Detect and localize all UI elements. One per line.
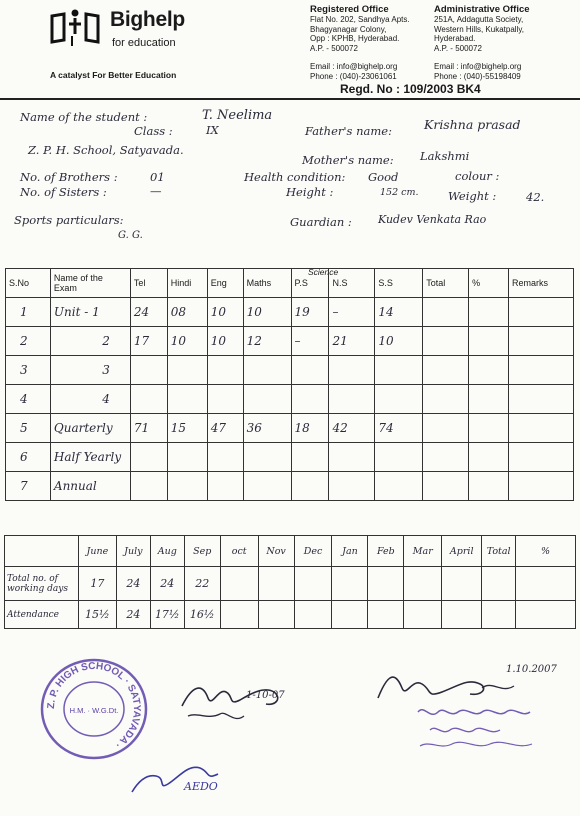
mother-name-label: Mother's name: <box>302 153 394 167</box>
month-header: April <box>442 536 482 567</box>
col-header-maths: Maths <box>243 269 291 298</box>
address-line: Bhagyanagar Colony, <box>310 24 387 34</box>
attendance-cell <box>442 567 482 601</box>
colour-label: colour : <box>455 169 500 183</box>
administrative-office <box>434 4 530 82</box>
serial-number-cell: 1 <box>6 298 51 327</box>
attendance-row <box>5 601 576 629</box>
attendance-row-label: Attendance <box>5 601 79 629</box>
signature-middle <box>178 672 308 738</box>
month-header: July <box>116 536 150 567</box>
mark-cell <box>423 443 469 472</box>
mark-cell: 12 <box>243 327 291 356</box>
marks-row <box>6 298 574 327</box>
mark-cell <box>130 385 167 414</box>
school-name: Z. P. H. School, Satyavada. <box>28 143 184 157</box>
month-header: Feb <box>368 536 404 567</box>
col-header-ns: N.S <box>329 269 375 298</box>
col-header-eng: Eng <box>207 269 243 298</box>
mark-cell <box>291 472 329 501</box>
month-header: oct <box>220 536 258 567</box>
attendance-cell: 16½ <box>184 601 220 629</box>
col-header-exam: Name of the Exam <box>50 269 130 298</box>
school-seal-stamp <box>38 656 150 762</box>
registered-office-title: Registered Office <box>310 4 389 15</box>
weight-value: 42. <box>526 190 545 204</box>
mark-cell <box>469 385 509 414</box>
mark-cell <box>423 385 469 414</box>
office-phone: Phone : (040)-55198409 <box>434 71 521 81</box>
mark-cell: 18 <box>291 414 329 443</box>
health-value: Good <box>368 170 399 184</box>
attendance-cell: 24 <box>150 567 184 601</box>
guardian-label: Guardian : <box>290 215 352 229</box>
mark-cell <box>207 356 243 385</box>
signature-bottom <box>128 756 228 800</box>
signature-middle-date: 1-10-07 <box>246 690 285 701</box>
attendance-cell <box>368 601 404 629</box>
marks-row <box>6 327 574 356</box>
col-header-hindi: Hindi <box>167 269 207 298</box>
administrative-office-title: Administrative Office <box>434 4 530 15</box>
mark-cell <box>167 356 207 385</box>
mark-cell <box>375 472 423 501</box>
attendance-cell: 24 <box>116 567 150 601</box>
mark-cell: 10 <box>167 327 207 356</box>
month-header: Jan <box>332 536 368 567</box>
mark-cell <box>469 298 509 327</box>
mark-cell: 15 <box>167 414 207 443</box>
height-value: 152 cm. <box>380 187 419 198</box>
month-header: Dec <box>294 536 332 567</box>
sports-label: Sports particulars: <box>14 213 124 227</box>
exam-name-cell: 2 <box>50 327 130 356</box>
mark-cell <box>130 356 167 385</box>
mark-cell: – <box>329 298 375 327</box>
serial-number-cell: 5 <box>6 414 51 443</box>
attendance-table <box>4 535 576 629</box>
marks-header-row <box>6 269 574 298</box>
col-header-ss: S.S <box>375 269 423 298</box>
attendance-cell <box>516 567 576 601</box>
mark-cell <box>423 414 469 443</box>
attendance-cell <box>404 567 442 601</box>
month-header: Nov <box>258 536 294 567</box>
month-header: Total <box>482 536 516 567</box>
attendance-cell: 22 <box>184 567 220 601</box>
mark-cell <box>291 385 329 414</box>
mark-cell <box>509 385 574 414</box>
mark-cell: 36 <box>243 414 291 443</box>
mark-cell <box>291 443 329 472</box>
attendance-cell <box>368 567 404 601</box>
mark-cell <box>469 443 509 472</box>
mark-cell <box>243 356 291 385</box>
mark-cell <box>423 356 469 385</box>
office-phone: Phone : (040)-23061061 <box>310 71 397 81</box>
mark-cell <box>509 443 574 472</box>
registration-number: Regd. No : 109/2003 BK4 <box>340 82 481 96</box>
mark-cell <box>243 385 291 414</box>
attendance-cell <box>442 601 482 629</box>
mark-cell <box>207 385 243 414</box>
sisters-value: — <box>150 184 162 198</box>
mark-cell <box>469 327 509 356</box>
month-header: June <box>78 536 116 567</box>
mark-cell: – <box>291 327 329 356</box>
brand-name: Bighelp <box>110 8 185 31</box>
attendance-cell <box>294 601 332 629</box>
attendance-cell <box>220 567 258 601</box>
office-email: Email : info@bighelp.org <box>310 62 398 72</box>
mark-cell: 47 <box>207 414 243 443</box>
father-name-value: Krishna prasad <box>424 117 521 132</box>
address-line: Flat No. 202, Sandhya Apts. <box>310 15 410 24</box>
aedo-label: AEDO <box>184 780 218 793</box>
mark-cell <box>243 472 291 501</box>
serial-number-cell: 4 <box>6 385 51 414</box>
col-header-sno: S.No <box>6 269 51 298</box>
address-line: Western Hills, Kukatpally, <box>434 24 524 34</box>
mark-cell <box>167 385 207 414</box>
attendance-cell <box>258 567 294 601</box>
mark-cell <box>130 443 167 472</box>
serial-number-cell: 7 <box>6 472 51 501</box>
mark-cell: 10 <box>375 327 423 356</box>
registered-office <box>310 4 410 82</box>
mark-cell: 10 <box>207 327 243 356</box>
attendance-cell <box>294 567 332 601</box>
tagline: A catalyst For Better Education <box>50 70 177 80</box>
address-line: A.P. - 500072 <box>434 43 482 53</box>
mark-cell: 71 <box>130 414 167 443</box>
signature-right-date: 1.10.2007 <box>506 664 557 675</box>
attendance-cell: 17 <box>78 567 116 601</box>
guardian-value: Kudev Venkata Rao <box>378 213 487 226</box>
mark-cell <box>375 356 423 385</box>
mark-cell <box>509 472 574 501</box>
mark-cell <box>509 298 574 327</box>
mark-cell <box>423 298 469 327</box>
mark-cell <box>469 356 509 385</box>
mark-cell <box>207 472 243 501</box>
sisters-label: No. of Sisters : <box>20 185 107 199</box>
serial-number-cell: 2 <box>6 327 51 356</box>
address-line: Opp : KPHB, Hyderabad. <box>310 34 400 44</box>
weight-label: Weight : <box>448 189 497 203</box>
book-person-icon <box>46 6 110 46</box>
mark-cell <box>329 385 375 414</box>
col-header-ps: P.S <box>291 269 329 298</box>
attendance-header-row <box>5 536 576 567</box>
attendance-cell <box>516 601 576 629</box>
student-name-value: T. Neelima <box>202 108 273 123</box>
address-line: Hyderabad. <box>434 34 476 44</box>
attendance-cell <box>332 567 368 601</box>
mark-cell <box>167 472 207 501</box>
exam-name-cell: Quarterly <box>50 414 130 443</box>
exam-name-cell: Half Yearly <box>50 443 130 472</box>
science-group-label: Science <box>308 267 339 277</box>
mark-cell <box>469 472 509 501</box>
col-header-tel: Tel <box>130 269 167 298</box>
mark-cell: 17 <box>130 327 167 356</box>
col-header-percent: % <box>469 269 509 298</box>
attendance-row <box>5 567 576 601</box>
mark-cell <box>130 472 167 501</box>
mother-name-value: Lakshmi <box>420 149 470 163</box>
sports-value: G. G. <box>118 230 143 241</box>
marks-row <box>6 356 574 385</box>
month-header: Mar <box>404 536 442 567</box>
attendance-cell <box>482 601 516 629</box>
col-header-remarks: Remarks <box>509 269 574 298</box>
attendance-corner-cell <box>5 536 79 567</box>
attendance-cell <box>404 601 442 629</box>
header-divider <box>0 98 580 100</box>
marks-row <box>6 414 574 443</box>
brothers-label: No. of Brothers : <box>20 170 118 184</box>
attendance-cell: 17½ <box>150 601 184 629</box>
office-email: Email : info@bighelp.org <box>434 62 522 72</box>
attendance-cell: 24 <box>116 601 150 629</box>
mark-cell: 19 <box>291 298 329 327</box>
attendance-row-label: Total no. of working days <box>5 567 79 601</box>
mark-cell: 24 <box>130 298 167 327</box>
health-label: Health condition: <box>244 170 346 184</box>
mark-cell <box>291 356 329 385</box>
father-name-label: Father's name: <box>305 124 392 138</box>
brothers-value: 01 <box>150 170 165 184</box>
mark-cell: 42 <box>329 414 375 443</box>
mark-cell: 10 <box>207 298 243 327</box>
mark-cell <box>329 443 375 472</box>
telugu-office-stamp <box>410 700 560 752</box>
brand-subtitle: for education <box>112 37 176 49</box>
mark-cell <box>329 472 375 501</box>
exam-name-cell: 3 <box>50 356 130 385</box>
height-label: Height : <box>286 185 334 199</box>
mark-cell: 21 <box>329 327 375 356</box>
marks-table <box>5 268 574 501</box>
mark-cell <box>423 327 469 356</box>
class-label: Class : <box>134 124 173 138</box>
address-line: 251A, Addagutta Society, <box>434 15 524 24</box>
attendance-cell <box>482 567 516 601</box>
attendance-cell <box>258 601 294 629</box>
marks-row <box>6 472 574 501</box>
seal-center-text: H.M. · W.G.Dt. <box>69 706 119 715</box>
address-line: A.P. - 500072 <box>310 43 358 53</box>
marks-row <box>6 385 574 414</box>
mark-cell <box>243 443 291 472</box>
serial-number-cell: 6 <box>6 443 51 472</box>
month-header: Sep <box>184 536 220 567</box>
attendance-cell: 15½ <box>78 601 116 629</box>
class-value: IX <box>206 123 219 137</box>
mark-cell <box>423 472 469 501</box>
mark-cell <box>375 443 423 472</box>
month-header: Aug <box>150 536 184 567</box>
col-header-total: Total <box>423 269 469 298</box>
mark-cell <box>509 327 574 356</box>
exam-name-cell: Unit - 1 <box>50 298 130 327</box>
mark-cell <box>207 443 243 472</box>
mark-cell: 14 <box>375 298 423 327</box>
mark-cell <box>509 414 574 443</box>
seal-ring-text: Z. P. HIGH SCHOOL · SATYAVADA · <box>45 660 143 751</box>
mark-cell <box>375 385 423 414</box>
exam-name-cell: 4 <box>50 385 130 414</box>
mark-cell: 08 <box>167 298 207 327</box>
student-name-label: Name of the student : <box>20 110 148 124</box>
attendance-cell <box>220 601 258 629</box>
mark-cell <box>167 443 207 472</box>
serial-number-cell: 3 <box>6 356 51 385</box>
marks-row <box>6 443 574 472</box>
mark-cell <box>329 356 375 385</box>
mark-cell <box>509 356 574 385</box>
attendance-cell <box>332 601 368 629</box>
mark-cell: 10 <box>243 298 291 327</box>
exam-name-cell: Annual <box>50 472 130 501</box>
mark-cell: 74 <box>375 414 423 443</box>
month-header: % <box>516 536 576 567</box>
mark-cell <box>469 414 509 443</box>
